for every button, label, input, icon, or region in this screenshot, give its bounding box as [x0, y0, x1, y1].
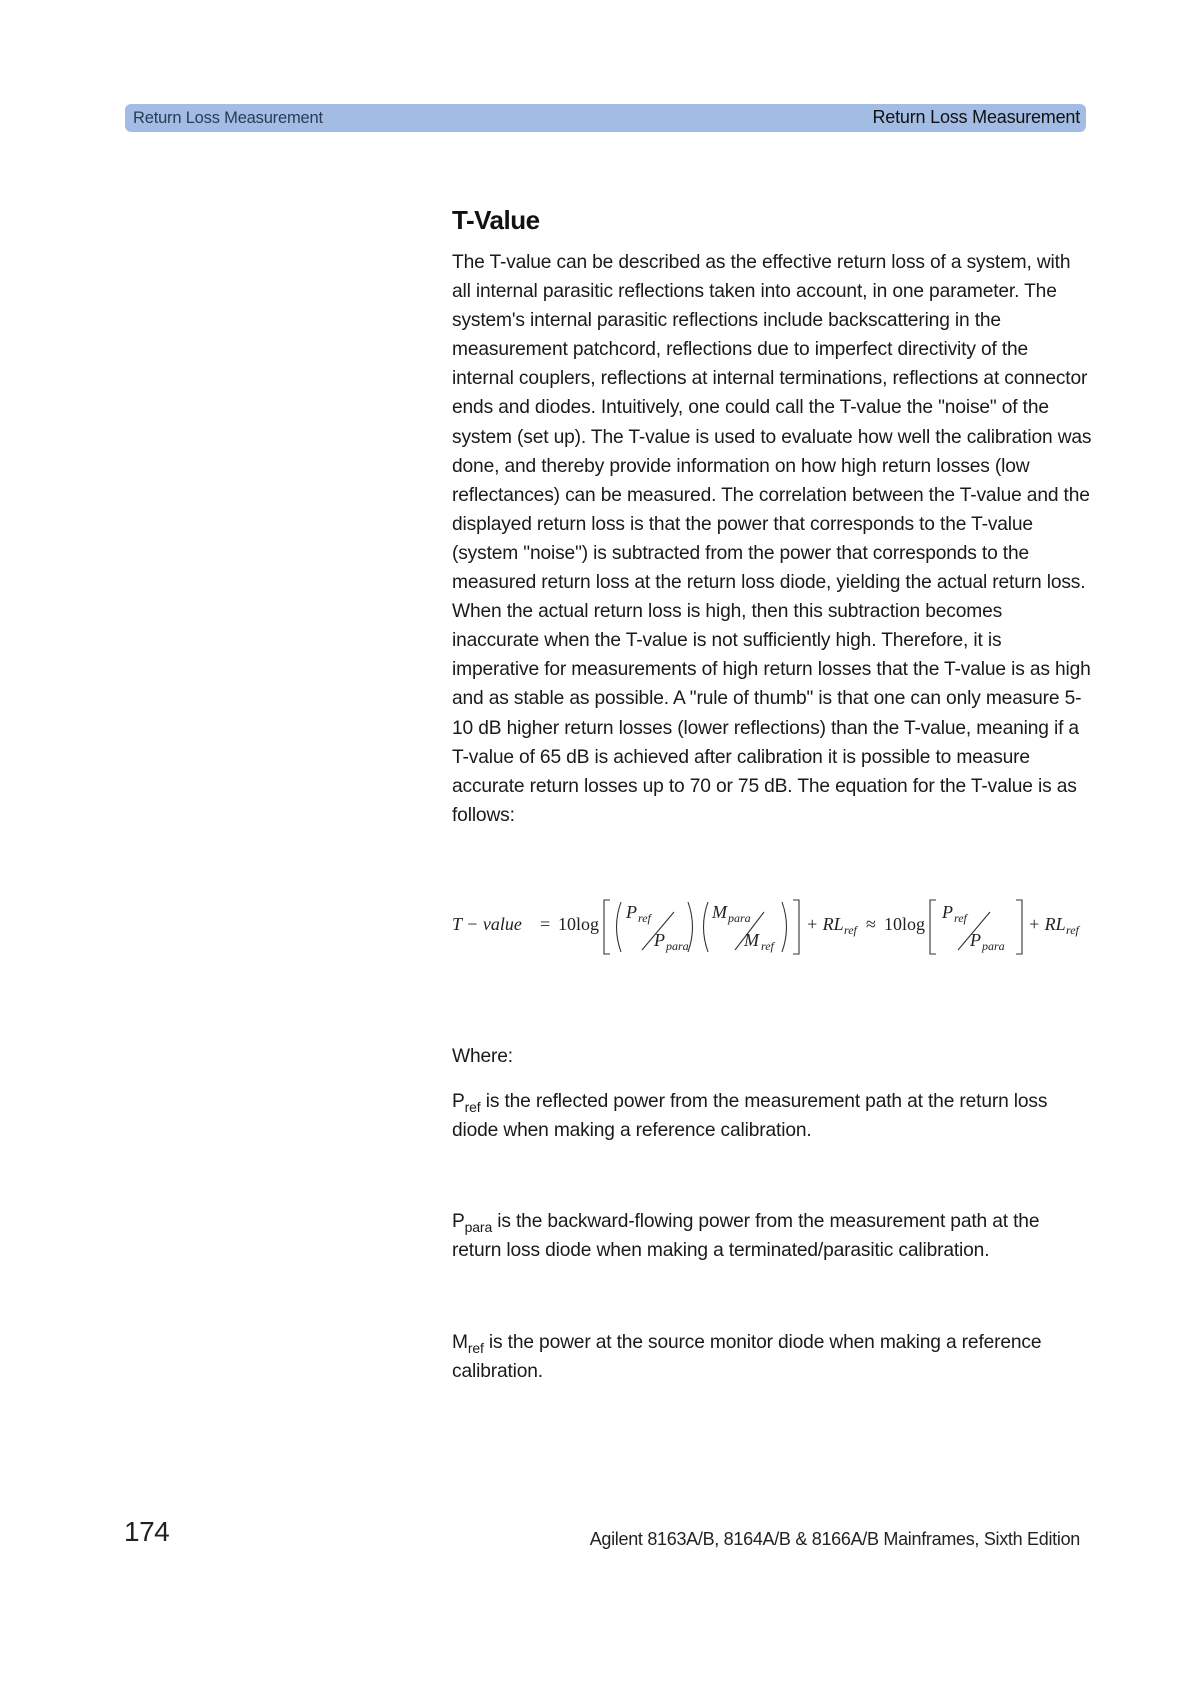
definition-text: is the power at the source monitor diode when making a reference calibration. — [452, 1332, 1042, 1383]
eq-p-ref-num-1: P — [626, 902, 637, 922]
eq-p-ref-sub-2: ref — [954, 911, 967, 925]
definition-subscript: ref — [464, 1098, 481, 1115]
eq-p-para-den-1: P — [654, 930, 665, 950]
eq-approx: ≈ — [866, 914, 876, 934]
definition-p-para — [452, 1207, 1092, 1265]
eq-equals: = — [540, 914, 551, 934]
eq-m-para-num: M — [712, 902, 727, 922]
definition-symbol: M — [452, 1332, 468, 1353]
intro-paragraph: The T-value can be described as the effective return loss of a system, with all internal parasitic reflections taken into account, in one parameter. The system's internal parasitic reflections include backscattering in the measurement patchcord, reflections due to imperfect directivity of the internal couplers, reflections at internal terminations, reflections at connector ends and diodes. Intuitively, one could call the T-value the "noise" of the system (set up). The T-value is used to evaluate how well the calibration was done, and thereby provide information on how high return losses (low reflectances) can be measured. The correlation between the T-value and the displayed return loss is that the power that corresponds to the T-value (system "noise") is subtracted from the power that corresponds to the measured return loss at the return loss diode, yielding the actual return loss. When the actual return loss is high, then this subtraction becomes inaccurate when the T-value is not sufficiently high. Therefore, it is imperative for measurements of high return losses that the T-value is as high and as stable as possible. A "rule of thumb" is that one can only measure 5-10 dB higher return losses (lower reflections) than the T-value, meaning if a T-value of 65 dB is achieved after calibration it is possible to measure accurate return losses up to 70 or 75 dB. The equation for the T-value is as follows: — [452, 252, 1092, 826]
header-chapter-title: Return Loss Measurement — [133, 109, 323, 127]
definition-subscript: ref — [467, 1339, 484, 1356]
eq-log-1: 10log — [558, 914, 600, 934]
eq-paren-left-2 — [704, 902, 709, 952]
eq-bracket-left-2 — [930, 900, 936, 954]
definition-symbol: P — [452, 1211, 465, 1232]
definition-m-ref — [452, 1328, 1092, 1386]
eq-bracket-right-2 — [1016, 900, 1022, 954]
eq-p-para-sub-1: para — [666, 939, 689, 953]
eq-lhs: T − value — [452, 914, 522, 934]
section-title: T-Value — [452, 205, 540, 235]
equation-graphic — [452, 888, 1092, 960]
definition-symbol: P — [452, 1091, 465, 1112]
eq-bracket-left-1 — [604, 900, 610, 954]
eq-m-ref-den: M — [744, 930, 759, 950]
eq-p-para-sub-2: para — [982, 939, 1005, 953]
eq-m-ref-sub: ref — [761, 939, 774, 953]
eq-plus-rl-2: + RL — [1028, 914, 1066, 934]
eq-paren-left-1 — [617, 902, 622, 952]
definition-p-ref — [452, 1087, 1092, 1145]
footer-document-title: Agilent 8163A/B, 8164A/B & 8166A/B Mainframes, Sixth Edition — [589, 1529, 1080, 1549]
definition-subscript: para — [464, 1218, 493, 1235]
eq-paren-right-2 — [782, 902, 787, 952]
definition-text: is the backward-flowing power from the measurement path at the return loss diode when making a terminated/parasitic calibration. — [452, 1211, 1040, 1262]
eq-rl-sub-2: ref — [1066, 923, 1079, 937]
eq-p-para-den-2: P — [970, 930, 981, 950]
t-value-equation — [452, 888, 1092, 960]
eq-bracket-right-1 — [793, 900, 799, 954]
definition-text: is the reflected power from the measurement path at the return loss diode when making a reference calibration. — [452, 1091, 1048, 1142]
eq-m-para-sub: para — [728, 911, 751, 925]
eq-rl-sub-1: ref — [844, 923, 857, 937]
page-number: 174 — [124, 1516, 170, 1547]
eq-log-2: 10log — [884, 914, 926, 934]
where-label: Where: — [452, 1046, 513, 1067]
eq-p-ref-num-2: P — [942, 902, 953, 922]
header-section-title: Return Loss Measurement — [872, 107, 1080, 127]
eq-paren-right-1 — [688, 902, 693, 952]
eq-plus-rl-1: + RL — [806, 914, 844, 934]
eq-p-ref-sub-1: ref — [638, 911, 651, 925]
